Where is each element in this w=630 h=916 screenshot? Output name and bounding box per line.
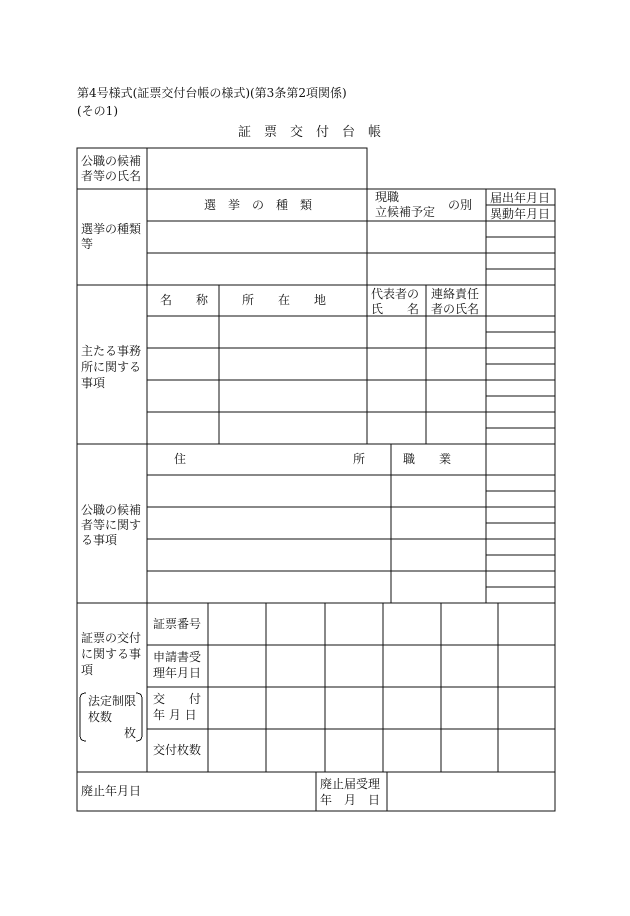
- certificate-label-1: 証票の交付: [81, 631, 142, 645]
- application-date-label-1: 申請書受: [153, 650, 202, 664]
- election-label-2: 等: [81, 237, 94, 251]
- rep-header-2: 氏 名: [371, 302, 420, 316]
- abolish-date-label: 廃止年月日: [81, 784, 142, 798]
- office-label-3: 事項: [81, 376, 106, 390]
- candidate-info-label-2: 者等に関す: [81, 518, 142, 532]
- candidate-info-label-3: る事項: [81, 533, 118, 547]
- issue-count-label: 交付枚数: [153, 743, 202, 757]
- contact-header-2: 者の氏名: [431, 302, 480, 316]
- status-header-suffix: の別: [448, 198, 473, 212]
- office-name-header: 名 称: [160, 293, 209, 307]
- rep-header-1: 代表者の: [371, 287, 420, 301]
- status-header-line1: 現職: [375, 190, 400, 204]
- document-title: 証 票 交 付 台 帳: [238, 125, 382, 140]
- legal-limit-unit: 枚: [124, 726, 137, 740]
- election-label-1: 選挙の種類: [81, 222, 142, 236]
- office-address-header: 所 在 地: [242, 293, 327, 307]
- form-title: 第4号様式(証票交付台帳の様式)(第3条第2項関係): [77, 86, 347, 100]
- election-type-header: 選 挙 の 種 類: [204, 198, 313, 212]
- certificate-label-3: 項: [81, 663, 94, 677]
- contact-header-1: 連絡責任: [431, 287, 480, 301]
- certificate-label-2: に関する事: [81, 647, 142, 661]
- abolish-notice-label-2: 年 月 日: [320, 793, 381, 807]
- candidate-name-label-1: 公職の候補: [81, 154, 142, 168]
- issue-date-label-1: 交 付: [153, 692, 202, 706]
- address-header-left: 住: [174, 452, 187, 466]
- status-header-line2: 立候補予定: [375, 205, 436, 219]
- office-label-1: 主たる事務: [81, 344, 142, 358]
- office-label-2: 所に関する: [81, 360, 142, 374]
- candidate-name-label-2: 者等の氏名: [81, 169, 142, 183]
- abolish-notice-label-1: 廃止届受理: [320, 777, 381, 791]
- change-date-header: 異動年月日: [490, 207, 551, 221]
- form-subtitle: (その1): [77, 104, 118, 118]
- candidate-info-label-1: 公職の候補: [81, 503, 142, 517]
- application-date-label-2: 理年月日: [153, 666, 202, 680]
- legal-limit-label: 法定制限: [88, 694, 137, 708]
- issue-date-label-2: 年 月 日: [153, 708, 197, 722]
- occupation-header: 職 業: [403, 452, 452, 466]
- certificate-number-label: 証票番号: [153, 617, 202, 631]
- address-header-right: 所: [353, 452, 366, 466]
- filing-date-header: 届出年月日: [490, 191, 551, 205]
- legal-limit-count-label: 枚数: [88, 710, 113, 724]
